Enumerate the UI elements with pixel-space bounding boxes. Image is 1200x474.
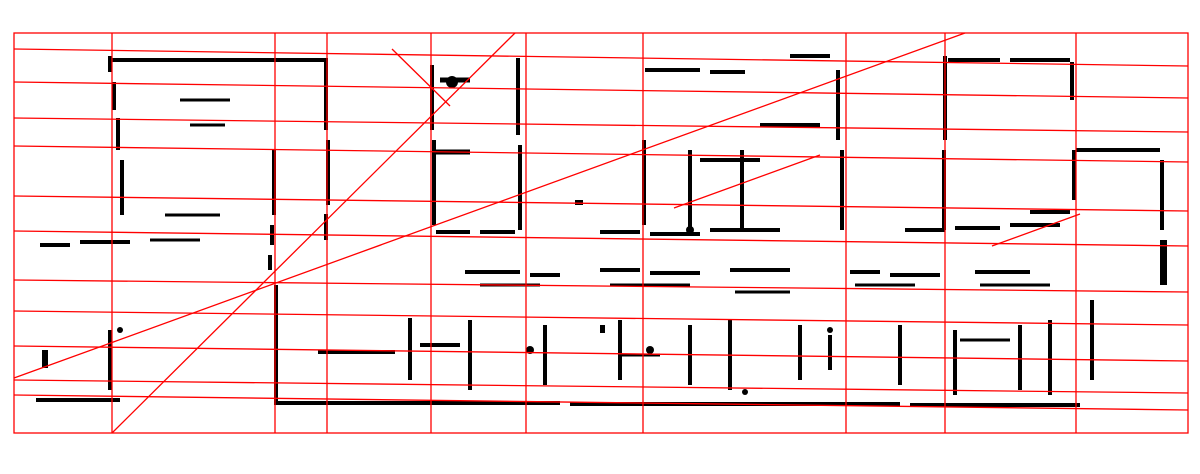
wall-fragment	[644, 125, 820, 230]
obstacle-blob	[446, 76, 458, 88]
occupancy-map-layer	[36, 56, 1165, 405]
wall-fragment	[944, 56, 1072, 230]
obstacle-blob	[1160, 240, 1165, 285]
obstacle-blob	[742, 389, 748, 395]
detected-horizontal-line	[14, 311, 1188, 325]
wall-fragment	[110, 56, 326, 215]
obstacle-blob	[600, 325, 605, 333]
detected-horizontal-line	[14, 49, 1188, 66]
detected-horizontal-line	[14, 82, 1188, 98]
detected-horizontal-line	[14, 380, 1188, 393]
obstacle-blob	[575, 200, 583, 205]
detected-diagonal-line	[674, 155, 820, 208]
wall-fragment	[432, 58, 520, 232]
wall-fragment	[1074, 150, 1165, 285]
obstacle-blob	[827, 327, 833, 333]
obstacle-blob	[686, 226, 694, 234]
obstacle-blob	[117, 327, 123, 333]
detected-horizontal-line	[14, 395, 1188, 410]
wall-fragment	[436, 80, 470, 152]
wall-fragment	[40, 242, 460, 352]
detected-horizontal-line	[14, 346, 1188, 361]
detected-horizontal-line	[14, 146, 1188, 162]
detected-diagonal-line	[992, 214, 1080, 246]
detected-horizontal-line	[14, 196, 1188, 211]
wall-fragment	[410, 318, 1020, 395]
detected-diagonal-line	[14, 33, 965, 378]
obstacle-blob	[646, 346, 654, 354]
obstacle-blob	[42, 350, 48, 368]
wall-fragment	[270, 150, 274, 270]
wall-fragment	[150, 100, 1010, 355]
